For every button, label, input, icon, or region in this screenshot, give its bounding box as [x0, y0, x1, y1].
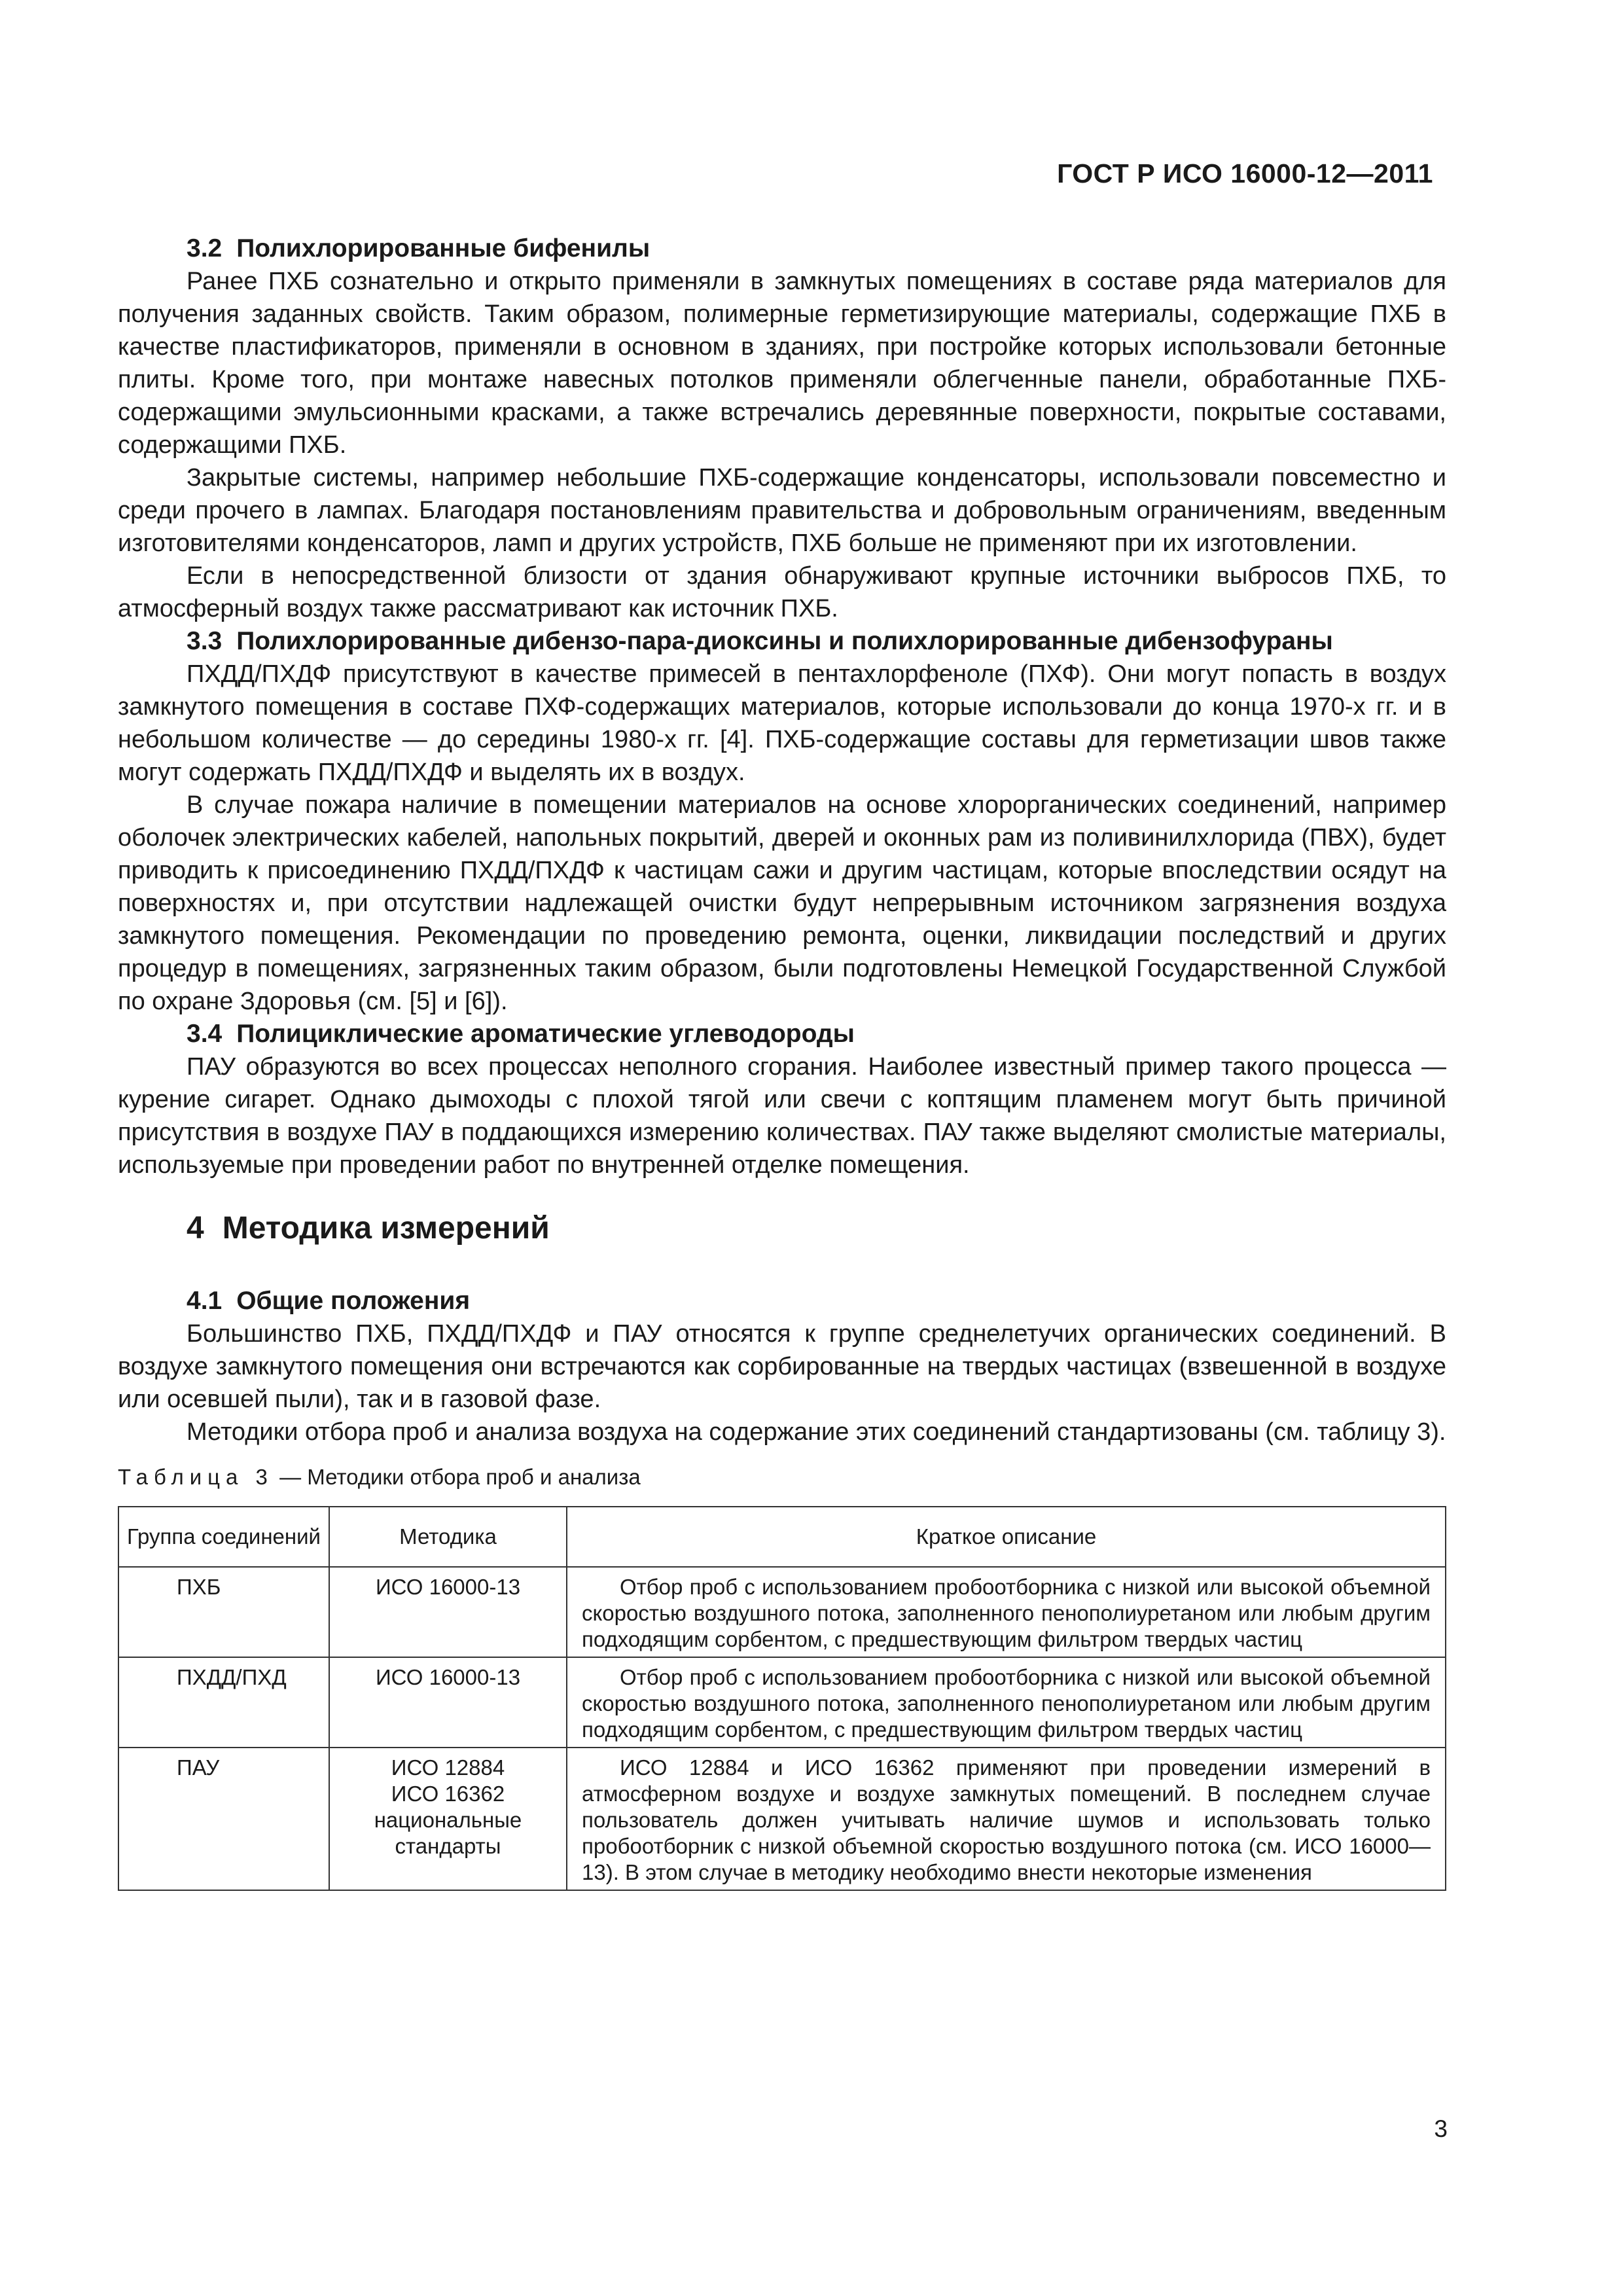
section-title: Полициклические ароматические углеводороды — [236, 1020, 855, 1048]
cell-group: ПАУ — [118, 1748, 329, 1890]
section-heading-4-1 — [118, 1285, 1446, 1318]
section-title: Полихлорированные дибензо-пара-диоксины и полихлорированные дибензофураны — [236, 627, 1333, 655]
paragraph: В случае пожара наличие в помещении материалов на основе хлорорганических соединений, например оболочек электрических кабелей, напольных покрытий, дверей и оконных рам из поливинилхлорида (ПВХ), будет приводить к присоединению ПХДД/ПХДФ к частицам сажи и другим частицам, которые впоследствии осядут на поверхностях и, при отсутствии надлежащей очистки будут непрерывным источником загрязнения воздуха замкнутого помещения. Рекомендации по проведению ремонта, оценки, ликвидации последствий и других процедур в помещениях, загрязненных таким образом, были подготовлены Немецкой Государственной Службой по охране Здоровья (см. [5] и [6]). — [118, 791, 1446, 1015]
method-line: стандарты — [395, 1834, 501, 1858]
column-header-description: Краткое описание — [567, 1507, 1446, 1567]
paragraph: Закрытые системы, например небольшие ПХБ-содержащие конденсаторы, использовали повсеместно и среди прочего в лампах. Благодаря постановлениям правительства и добровольным ограничениям, введенным изготовителями конденсаторов, ламп и других устройств, ПХБ больше не применяют при их изготовлении. — [118, 464, 1446, 557]
section-heading-3-3 — [118, 625, 1446, 658]
cell-description: Отбор проб с использованием пробоотборника с низкой или высокой объемной скоростью воздушного потока, заполненного пенополиуретаном или любым другим подходящим сорбентом, с предшествующим фильтром твердых частиц — [567, 1657, 1446, 1748]
cell-description: Отбор проб с использованием пробоотборника с низкой или высокой объемной скоростью воздушного потока, заполненного пенополиуретаном или любым другим подходящим сорбентом, с предшествующим фильтром твердых частиц — [567, 1567, 1446, 1657]
method-line: национальные — [374, 1808, 522, 1832]
section-title: Общие положения — [236, 1287, 471, 1315]
paragraph: Ранее ПХБ сознательно и открыто применяли в замкнутых помещениях в составе ряда материалов для получения заданных свойств. Таким образом, полимерные герметизирующие материалы, содержащие ПХБ в качестве пластификаторов, применяли в основном в зданиях, при постройке которых использовали бетонные плиты. Кроме того, при монтаже навесных потолков применяли облегченные панели, обработанные ПХБ-содержащими эмульсионными красками, а также встречались деревянные поверхности, покрытые составами, содержащими ПХБ. — [118, 268, 1446, 459]
paragraph: Методики отбора проб и анализа воздуха на содержание этих соединений стандартизованы (см. таблицу 3). — [187, 1418, 1446, 1446]
section-number: 3.3 — [187, 627, 223, 655]
column-header-method: Методика — [329, 1507, 567, 1567]
cell-method — [329, 1567, 567, 1657]
cell-group: ПХДД/ПХД — [118, 1657, 329, 1748]
section-number: 4.1 — [187, 1287, 223, 1315]
page-content — [118, 232, 1446, 1891]
chapter-heading-4 — [118, 1209, 1446, 1248]
method-line: ИСО 16000-13 — [375, 1665, 521, 1689]
chapter-number: 4 — [187, 1211, 204, 1246]
table-caption-text: — Методики отбора проб и анализа — [273, 1465, 641, 1489]
cell-method — [329, 1657, 567, 1748]
chapter-title: Методика измерений — [222, 1211, 550, 1246]
section-heading-3-4 — [118, 1018, 1446, 1050]
table-caption — [118, 1463, 1446, 1492]
page-number: 3 — [1434, 2115, 1448, 2142]
section-heading-3-2 — [118, 232, 1446, 265]
method-line: ИСО 16362 — [391, 1782, 505, 1806]
column-header-group: Группа соединений — [118, 1507, 329, 1567]
paragraph: Если в непосредственной близости от здания обнаруживают крупные источники выбросов ПХБ, то атмосферный воздух также рассматривают как источник ПХБ. — [118, 562, 1446, 622]
paragraph: ПХДД/ПХДФ присутствуют в качестве примесей в пентахлорфеноле (ПХФ). Они могут попасть в воздух замкнутого помещения в составе ПХФ-содержащих материалов, которые использовали до конца 1970-х гг. и в небольшом количестве — до середины 1980-х гг. [4]. ПХБ-содержащие составы для герметизации швов также могут содержать ПХДД/ПХДФ и выделять их в воздух. — [118, 660, 1446, 786]
cell-method — [329, 1748, 567, 1890]
table-row — [118, 1748, 1446, 1890]
method-line: ИСО 16000-13 — [375, 1575, 521, 1599]
section-number: 3.2 — [187, 234, 223, 262]
cell-description: ИСО 12884 и ИСО 16362 применяют при проведении измерений в атмосферном воздухе и воздухе замкнутых помещений. В последнем случае пользователь должен учитывать наличие шумов и использовать только пробоотборник с низкой объемной скоростью воздушного потока (см. ИСО 16000—13). В этом случае в методику необходимо внести некоторые изменения — [567, 1748, 1446, 1890]
paragraph: Большинство ПХБ, ПХДД/ПХДФ и ПАУ относятся к группе среднелетучих органических соединений. В воздухе замкнутого помещения они встречаются как сорбированные на твердых частицах (взвешенной в воздухе или осевшей пыли), так и в газовой фазе. — [118, 1320, 1446, 1413]
table-caption-label: Таблица 3 — [118, 1465, 274, 1489]
section-title: Полихлорированные бифенилы — [236, 234, 651, 262]
table-row — [118, 1567, 1446, 1657]
paragraph: ПАУ образуются во всех процессах неполного сгорания. Наиболее известный пример такого процесса — курение сигарет. Однако дымоходы с плохой тягой или свечи с коптящим пламенем могут быть причиной присутствия в воздухе ПАУ в поддающихся измерению количествах. ПАУ также выделяют смолистые материалы, используемые при проведении работ по внутренней отделке помещения. — [118, 1053, 1446, 1179]
methods-table — [118, 1506, 1446, 1891]
method-line: ИСО 12884 — [391, 1755, 505, 1780]
cell-group: ПХБ — [118, 1567, 329, 1657]
section-number: 3.4 — [187, 1020, 223, 1048]
table-header-row — [118, 1507, 1446, 1567]
table-row — [118, 1657, 1446, 1748]
document-standard-header: ГОСТ Р ИСО 16000-12—2011 — [1057, 158, 1433, 188]
